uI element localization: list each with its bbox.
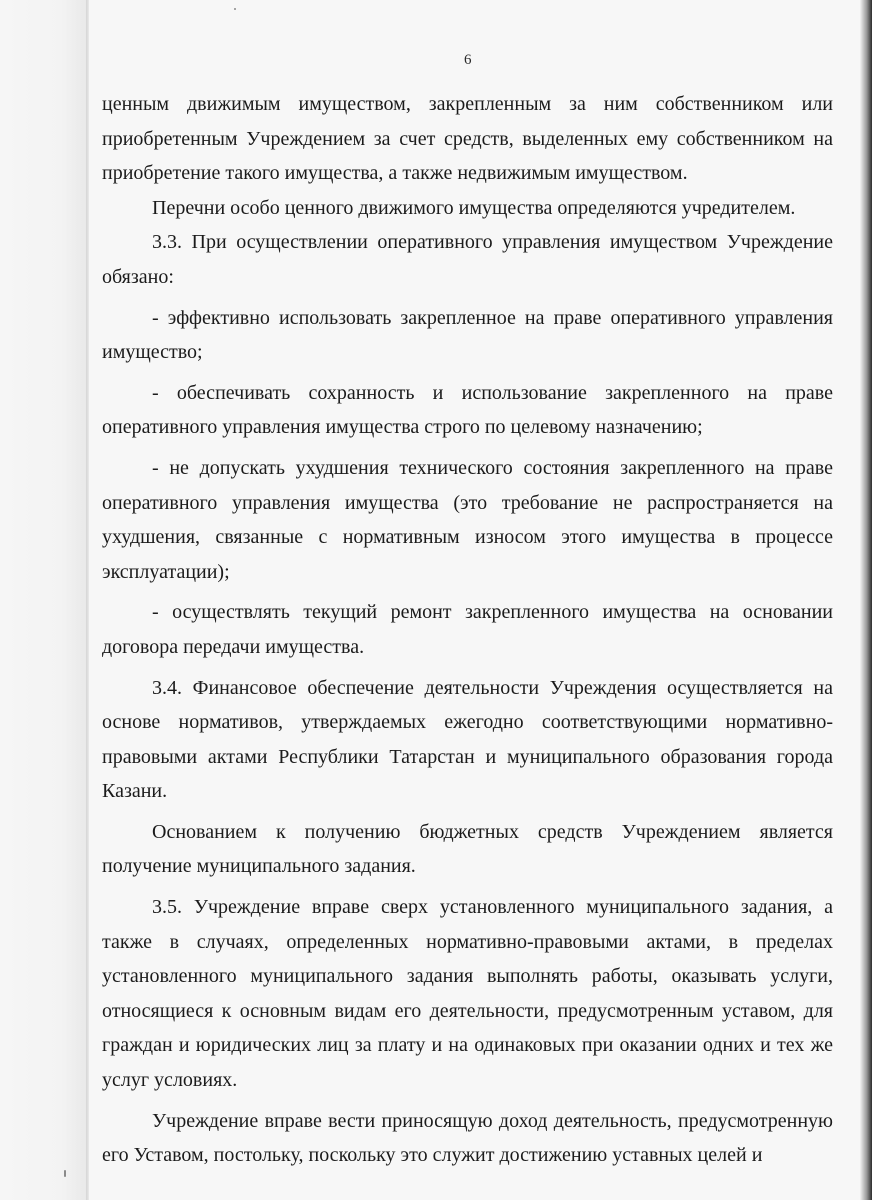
scanner-background xyxy=(0,0,88,1200)
list-item: - эффективно использовать закрепленное на праве оперативного управления имущество; xyxy=(102,306,833,364)
list-item: - обеспечивать сохранность и использование закрепленного на праве оперативного управления имущества строго по целевому назначению; xyxy=(102,381,833,439)
scan-speck xyxy=(64,1170,66,1177)
list-item: - не допускать ухудшения технического состояния закрепленного на праве оперативного управления имущества (это требование не распространяется на ухудшения, связанные с нормативным износом этого имущества в процессе эксплуатации); xyxy=(102,456,833,583)
paragraph-section-3-5: 3.5. Учреждение вправе сверх установленного муниципального задания, а также в случаях, определенных нормативно-правовыми актами, в пределах установленного муниципального задания выполнять работы, оказывать услуги, относящиеся к основным видам его деятельности, предусмотренным уставом, для граждан и юридических лиц за плату и на одинаковых при оказании одних и тех же услуг условиях. xyxy=(102,896,833,1092)
scanner-shadow xyxy=(860,0,872,1200)
paragraph-section-3-3: 3.3. При осуществлении оперативного управления имуществом Учреждение обязано: xyxy=(102,231,833,288)
list-item: - осуществлять текущий ремонт закрепленного имущества на основании договора передачи имущества. xyxy=(102,601,833,658)
paragraph: Учреждение вправе вести приносящую доход деятельность, предусмотренную его Уставом, постольку, поскольку это служит достижению уставных целей и xyxy=(102,1109,833,1167)
paragraph: ценным движимым имуществом, закрепленным за ним собственником или приобретенным Учреждением за счет средств, выделенных ему собственником на приобретение такого имущества, а также недвижимым имуществом. xyxy=(102,93,833,185)
scan-speck xyxy=(234,8,236,10)
page-number: 6 xyxy=(464,52,472,68)
paragraph: Перечни особо ценного движимого имущества определяются учредителем. xyxy=(152,196,796,219)
document-body xyxy=(102,87,833,1173)
paragraph: Основанием к получению бюджетных средств Учреждением является получение муниципального задания. xyxy=(102,820,833,878)
paragraph-section-3-4: 3.4. Финансовое обеспечение деятельности Учреждения осуществляется на основе нормативов, утверждаемых ежегодно соответствующими нормативно-правовыми актами Республики Татарстан и муниципального образования города Казани. xyxy=(102,676,833,803)
